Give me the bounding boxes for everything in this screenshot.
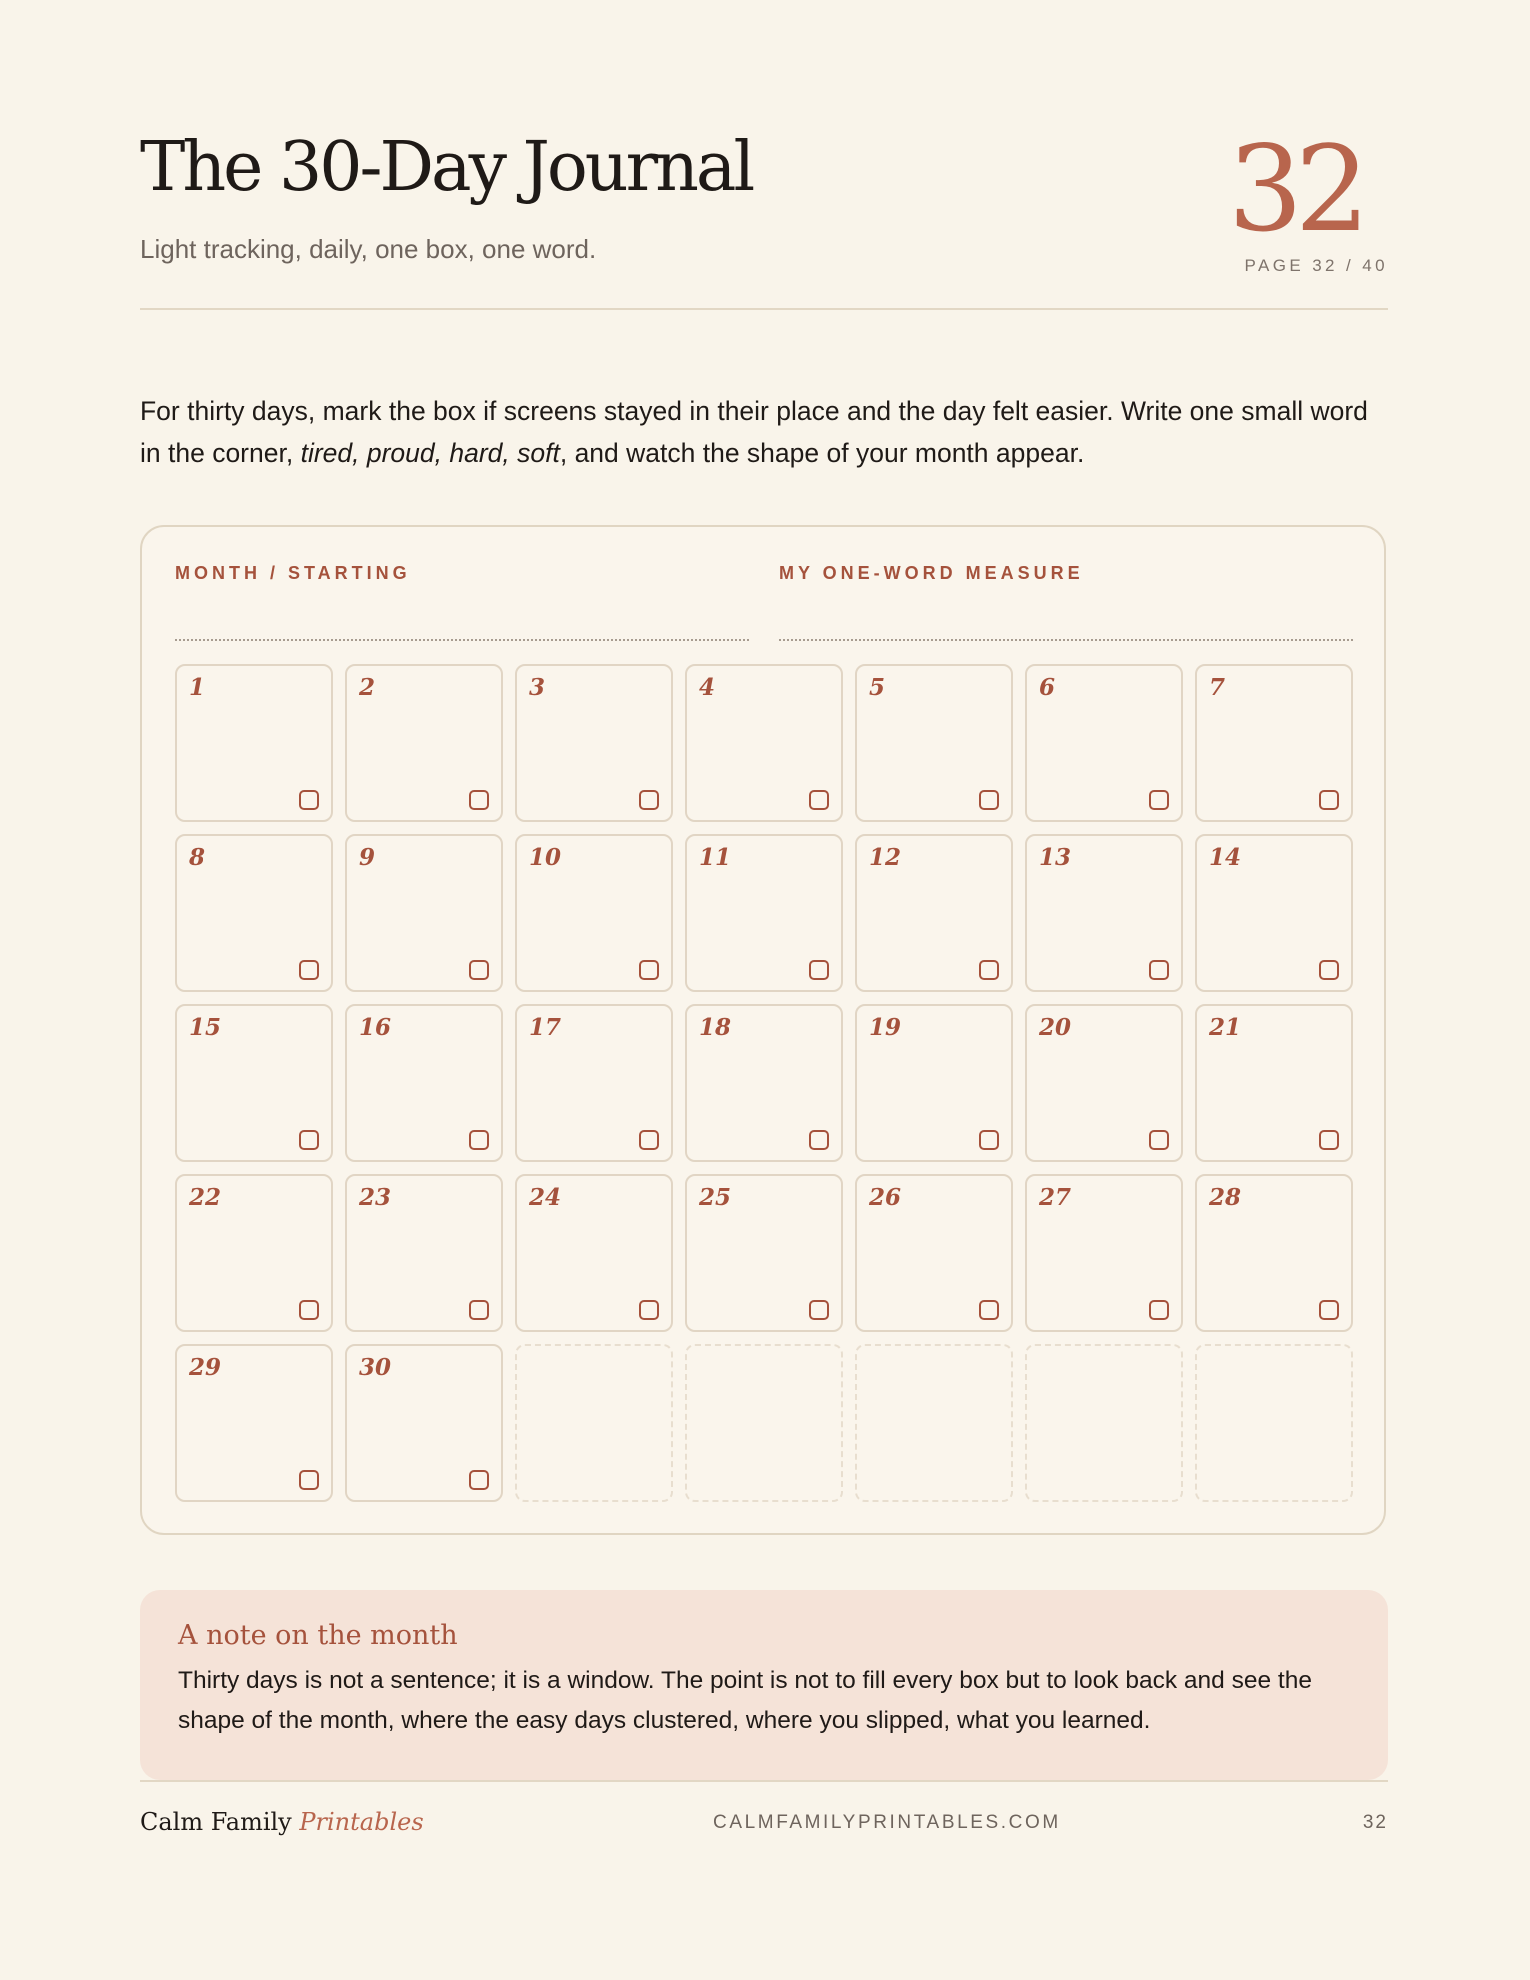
day-cell[interactable] [1195,664,1353,822]
footer-url: CALMFAMILYPRINTABLES.COM [713,1812,1061,1833]
day-cell[interactable] [685,1174,843,1332]
day-grid [175,664,1353,1502]
day-checkbox[interactable] [1149,790,1169,810]
day-number: 24 [529,1184,562,1211]
day-cell[interactable] [175,834,333,992]
day-checkbox[interactable] [809,1130,829,1150]
day-cell[interactable] [855,834,1013,992]
day-number: 2 [359,674,376,701]
day-checkbox[interactable] [299,1300,319,1320]
day-number: 8 [189,844,206,871]
day-checkbox[interactable] [639,1130,659,1150]
intro-text-start: For thirty days, mark the box if screens stayed in their place and the day felt easier. Write one small word in the corner, [140,396,1368,468]
day-number: 3 [529,674,546,701]
empty-cell [1195,1344,1353,1502]
day-checkbox[interactable] [1149,960,1169,980]
page-title: The 30-Day Journal [140,128,753,207]
day-number: 13 [1039,844,1072,871]
day-checkbox[interactable] [1319,1300,1339,1320]
day-number: 4 [699,674,716,701]
footer-brand-name: Calm Family [140,1808,292,1836]
day-number: 14 [1209,844,1242,871]
day-number: 10 [529,844,562,871]
day-number: 5 [869,674,886,701]
intro-paragraph [140,390,1388,474]
month-starting-label: MONTH / STARTING [175,563,411,583]
day-cell[interactable] [1025,834,1183,992]
day-checkbox[interactable] [1149,1300,1169,1320]
one-word-measure-field[interactable] [779,563,1353,584]
day-number: 7 [1209,674,1226,701]
day-number: 11 [699,844,732,871]
footer-divider [140,1780,1388,1782]
day-cell[interactable] [685,1004,843,1162]
day-cell[interactable] [1025,1174,1183,1332]
day-cell[interactable] [855,1004,1013,1162]
day-cell[interactable] [685,664,843,822]
month-starting-line[interactable] [175,639,749,641]
day-checkbox[interactable] [469,1300,489,1320]
day-number: 20 [1039,1014,1072,1041]
intro-example-words: tired, proud, hard, soft [300,438,560,468]
day-number: 27 [1039,1184,1072,1211]
day-number: 12 [869,844,902,871]
day-cell[interactable] [1195,1174,1353,1332]
day-checkbox[interactable] [809,960,829,980]
page-number-large: 32 [1227,120,1362,258]
day-cell[interactable] [175,1004,333,1162]
day-cell[interactable] [345,664,503,822]
footer-page-number: 32 [1362,1812,1388,1833]
day-checkbox[interactable] [639,790,659,810]
day-number: 1 [189,674,206,701]
day-checkbox[interactable] [979,790,999,810]
day-number: 15 [189,1014,222,1041]
day-cell[interactable] [515,1174,673,1332]
day-checkbox[interactable] [1319,960,1339,980]
day-number: 25 [699,1184,732,1211]
day-checkbox[interactable] [979,1130,999,1150]
day-checkbox[interactable] [469,960,489,980]
day-checkbox[interactable] [979,1300,999,1320]
day-checkbox[interactable] [809,1300,829,1320]
footer-brand [140,1808,424,1836]
month-starting-field[interactable] [175,563,749,584]
day-number: 19 [869,1014,902,1041]
day-checkbox[interactable] [979,960,999,980]
day-number: 30 [359,1354,392,1381]
day-checkbox[interactable] [809,790,829,810]
day-cell[interactable] [175,664,333,822]
day-checkbox[interactable] [1319,1130,1339,1150]
one-word-measure-label: MY ONE-WORD MEASURE [779,563,1084,583]
day-cell[interactable] [515,1004,673,1162]
empty-cell [1025,1344,1183,1502]
day-number: 23 [359,1184,392,1211]
day-checkbox[interactable] [299,960,319,980]
day-cell[interactable] [515,834,673,992]
day-cell[interactable] [1195,1004,1353,1162]
day-number: 16 [359,1014,392,1041]
day-number: 28 [1209,1184,1242,1211]
tracker-card [140,525,1386,1535]
day-checkbox[interactable] [639,960,659,980]
page-label: PAGE 32 / 40 [1244,256,1388,275]
one-word-measure-line[interactable] [779,639,1353,641]
day-checkbox[interactable] [299,1470,319,1490]
day-cell[interactable] [685,834,843,992]
day-number: 26 [869,1184,902,1211]
day-cell[interactable] [855,1174,1013,1332]
day-checkbox[interactable] [299,1130,319,1150]
empty-cell [855,1344,1013,1502]
note-box [140,1590,1388,1780]
day-cell[interactable] [855,664,1013,822]
day-cell[interactable] [345,1344,503,1502]
day-checkbox[interactable] [1319,790,1339,810]
day-cell[interactable] [1025,1004,1183,1162]
empty-cell [685,1344,843,1502]
day-cell[interactable] [1195,834,1353,992]
day-cell[interactable] [345,1004,503,1162]
day-checkbox[interactable] [469,1470,489,1490]
empty-cell [515,1344,673,1502]
note-heading: A note on the month [178,1620,458,1651]
intro-text-end: , and watch the shape of your month appear. [559,438,1085,468]
day-number: 29 [189,1354,222,1381]
day-number: 22 [189,1184,222,1211]
day-cell[interactable] [345,1174,503,1332]
day-cell[interactable] [175,1174,333,1332]
day-number: 6 [1039,674,1056,701]
day-cell[interactable] [345,834,503,992]
day-checkbox[interactable] [639,1300,659,1320]
header-divider [140,308,1388,310]
day-checkbox[interactable] [469,790,489,810]
day-cell[interactable] [515,664,673,822]
day-cell[interactable] [175,1344,333,1502]
day-number: 9 [359,844,376,871]
note-body: Thirty days is not a sentence; it is a window. The point is not to fill every box but to look back and see the shape of the month, where the easy days clustered, where you slipped, what you learned. [178,1667,1312,1734]
day-checkbox[interactable] [1149,1130,1169,1150]
page-subtitle: Light tracking, daily, one box, one word. [140,234,597,264]
day-number: 18 [699,1014,732,1041]
day-number: 21 [1209,1014,1242,1041]
day-cell[interactable] [1025,664,1183,822]
footer-brand-accent: Printables [299,1808,424,1836]
day-checkbox[interactable] [299,790,319,810]
day-checkbox[interactable] [469,1130,489,1150]
day-number: 17 [529,1014,562,1041]
journal-page [140,0,1388,1980]
